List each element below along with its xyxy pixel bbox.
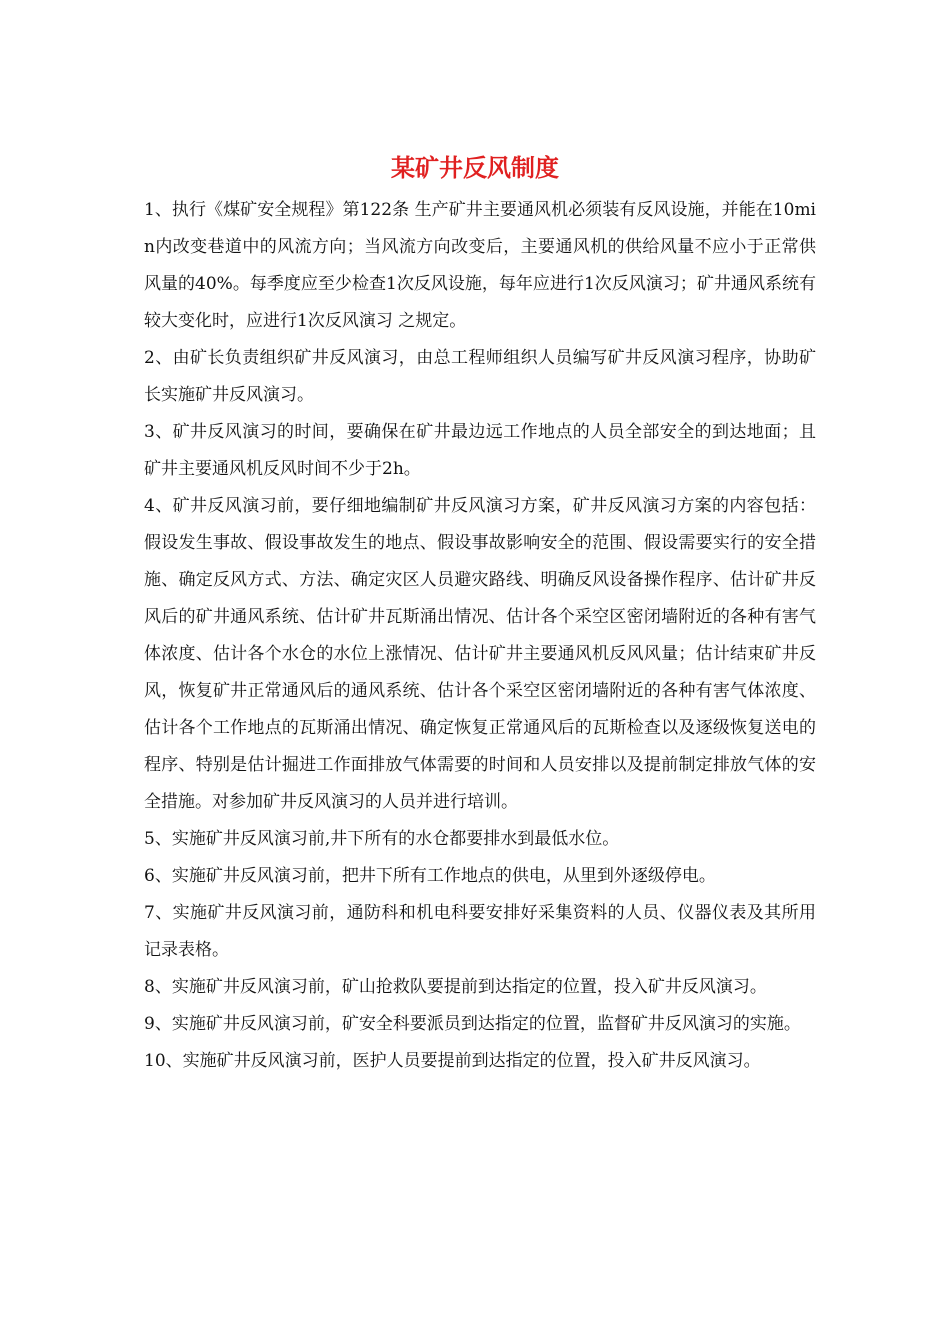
document-title: 某矿井反风制度	[391, 153, 559, 182]
paragraph-1: 1、执行《煤矿安全规程》第122条 生产矿井主要通风机必须装有反风设施，并能在10min内改变巷道中的风流方向；当风流方向改变后，主要通风机的供给风量不应小于正常供风量的40%。每季度应至少检查1次反风设施，每年应进行1次反风演习；矿井通风系统有较大变化时，应进行1次反风演习 之规定。	[144, 200, 816, 331]
paragraph-9: 9、实施矿井反风演习前，矿安全科要派员到达指定的位置，监督矿井反风演习的实施。	[144, 1014, 801, 1034]
paragraph-8: 8、实施矿井反风演习前，矿山抢救队要提前到达指定的位置，投入矿井反风演习。	[144, 977, 767, 997]
paragraph-4: 4、矿井反风演习前，要仔细地编制矿井反风演习方案，矿井反风演习方案的内容包括：假设发生事故、假设事故发生的地点、假设事故影响安全的范围、假设需要实行的安全措施、确定反风方式、方法、确定灾区人员避灾路线、明确反风设备操作程序、估计矿井反风后的矿井通风系统、估计矿井瓦斯涌出情况、估计各个采空区密闭墙附近的各种有害气体浓度、估计各个水仓的水位上涨情况、估计矿井主要通风机反风风量；估计结束矿井反风，恢复矿井正常通风后的通风系统、估计各个采空区密闭墙附近的各种有害气体浓度、估计各个工作地点的瓦斯涌出情况、确定恢复正常通风后的瓦斯检查以及逐级恢复送电的程序、特别是估计掘进工作面排放气体需要的时间和人员安排以及提前制定排放气体的安全措施。对参加矿井反风演习的人员并进行培训。	[144, 496, 816, 812]
paragraph-3: 3、矿井反风演习的时间，要确保在矿井最边远工作地点的人员全部安全的到达地面；且矿井主要通风机反风时间不少于2h。	[144, 422, 816, 479]
paragraph-6: 6、实施矿井反风演习前，把井下所有工作地点的供电，从里到外逐级停电。	[144, 866, 716, 886]
paragraph-5: 5、实施矿井反风演习前,井下所有的水仓都要排水到最低水位。	[144, 829, 620, 849]
paragraph-10: 10、实施矿井反风演习前，医护人员要提前到达指定的位置，投入矿井反风演习。	[144, 1051, 761, 1071]
paragraph-7: 7、实施矿井反风演习前，通防科和机电科要安排好采集资料的人员、仪器仪表及其所用记录表格。	[144, 903, 816, 960]
document-body	[144, 192, 816, 1080]
paragraph-2: 2、由矿长负责组织矿井反风演习，由总工程师组织人员编写矿井反风演习程序，协助矿长实施矿井反风演习。	[144, 348, 816, 405]
